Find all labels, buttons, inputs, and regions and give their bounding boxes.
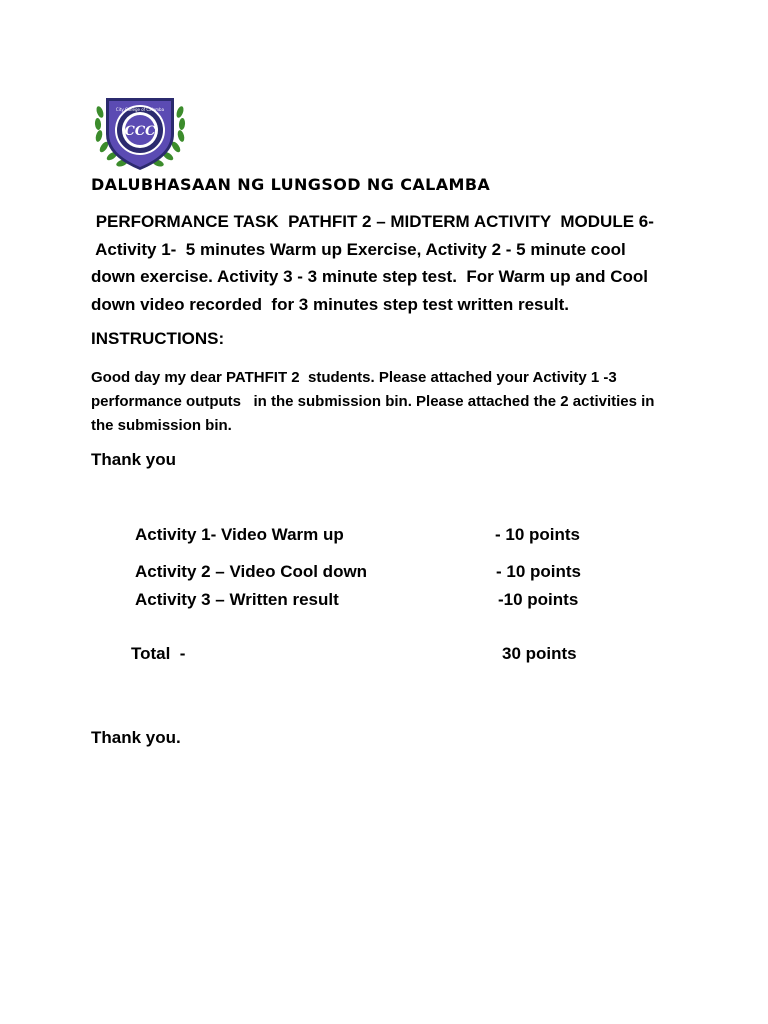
score-label-activity-3: Activity 3 – Written result [135, 590, 339, 609]
score-points-total: 30 points [502, 644, 577, 663]
score-points-activity-1: - 10 points [495, 525, 581, 544]
score-label-activity-2: Activity 2 – Video Cool down [135, 562, 368, 581]
performance-task-description [91, 208, 691, 318]
school-name: DALUBHASAAN NG LUNGSOD NG CALAMBA [91, 175, 491, 194]
task-line: PERFORMANCE TASK PATHFIT 2 – MIDTERM ACTIVITY MODULE 6- [91, 212, 654, 231]
logo-monogram: CCC [124, 124, 156, 139]
score-label-activity-1: Activity 1- Video Warm up [135, 525, 344, 544]
score-points-activity-2: - 10 points [496, 562, 582, 581]
task-line: Activity 1- 5 minutes Warm up Exercise, Activity 2 - 5 minute cool [91, 239, 626, 259]
instructions-heading: INSTRUCTIONS: [91, 329, 225, 348]
thank-you-note: Thank you [91, 450, 177, 469]
closing-thank-you: Thank you. [91, 728, 181, 747]
instructions-line: the submission bin. [91, 417, 232, 434]
task-line: down video recorded for 3 minutes step test written result. [91, 294, 569, 314]
college-seal-icon [92, 94, 188, 172]
instructions-body [91, 366, 691, 438]
instructions-line: performance outputs in the submission bin. Please attached the 2 activities in [91, 393, 655, 410]
score-label-total: Total - [131, 644, 186, 663]
college-logo [92, 94, 188, 172]
logo-ring-text: City College of Calamba [115, 107, 165, 112]
task-line: down exercise. Activity 3 - 3 minute step test. For Warm up and Cool [91, 267, 649, 286]
instructions-line: Good day my dear PATHFIT 2 students. Please attached your Activity 1 -3 [91, 369, 617, 386]
score-points-activity-3: -10 points [498, 590, 579, 609]
